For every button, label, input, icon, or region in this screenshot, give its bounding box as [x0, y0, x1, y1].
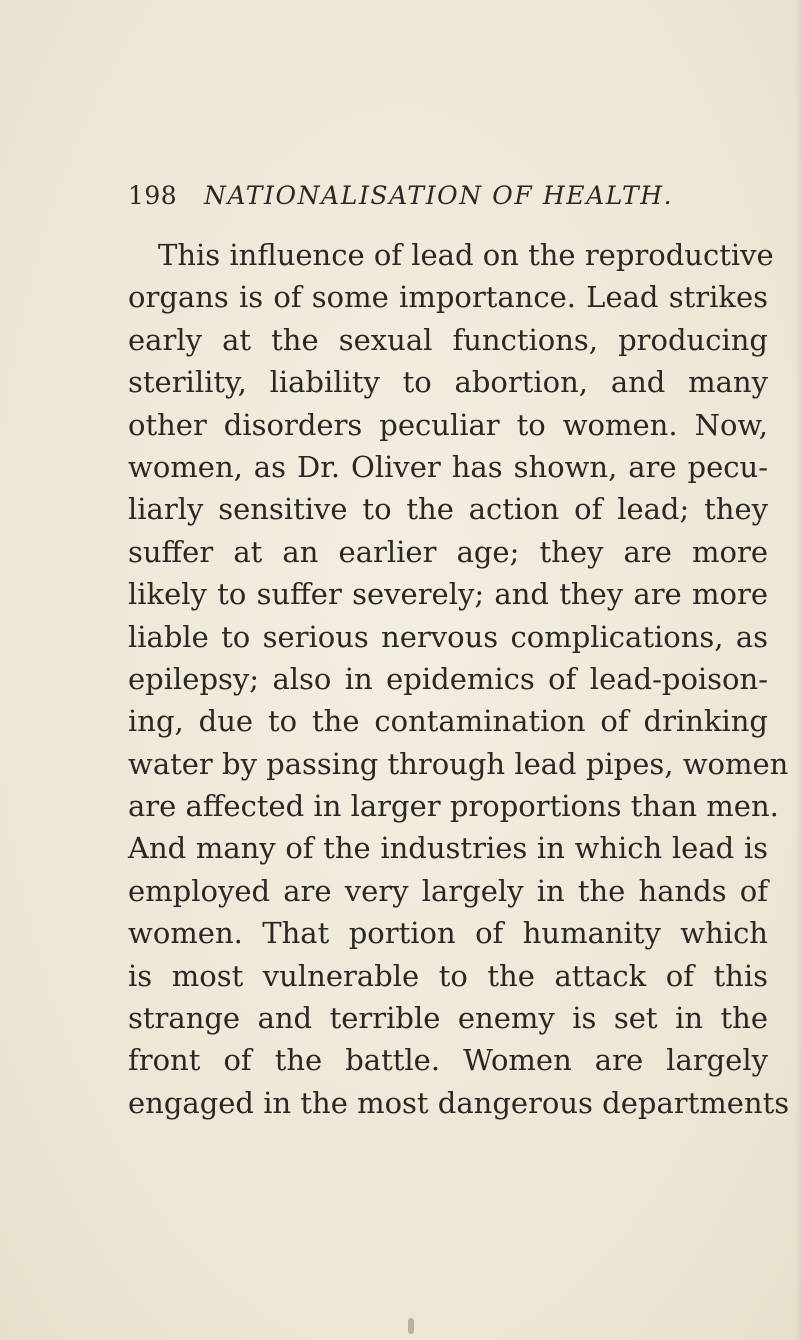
text-line: women. That portion of humanity which [128, 916, 768, 951]
page-number: 198 [128, 181, 178, 210]
text-line: suffer at an earlier age; they are more [128, 534, 768, 569]
paper-speck [408, 1318, 414, 1334]
text-line: water by passing through lead pipes, women [128, 746, 789, 781]
text-line: sterility, liability to abortion, and many [128, 365, 768, 400]
text-line: employed are very largely in the hands of [128, 873, 768, 908]
text-line: is most vulnerable to the attack of this [128, 958, 768, 993]
text-line: organs is of some importance. Lead strikes [128, 280, 768, 315]
running-head [128, 178, 748, 214]
text-line: liable to serious nervous complications, as [128, 619, 768, 654]
text-line: are affected in larger proportions than men. [128, 789, 779, 824]
text-line: strange and terrible enemy is set in the [128, 1001, 768, 1036]
text-line: other disorders peculiar to women. Now, [128, 407, 768, 442]
text-line: ing, due to the contamination of drinking [128, 704, 768, 739]
body-paragraph [128, 234, 790, 1124]
text-line: engaged in the most dangerous departments [128, 1085, 790, 1120]
page-edge-shadow [795, 0, 801, 1340]
text-line: front of the battle. Women are largely [128, 1043, 768, 1078]
text-line: early at the sexual functions, producing [128, 322, 768, 357]
text-line: This influence of lead on the reproductive [158, 238, 774, 272]
running-title: NATIONALISATION OF HEALTH. [204, 181, 674, 210]
text-line: And many of the industries in which lead is [128, 831, 768, 866]
text-line: epilepsy; also in epidemics of lead-poison- [128, 661, 768, 696]
text-line: women, as Dr. Oliver has shown, are pecu- [128, 449, 768, 484]
text-line: liarly sensitive to the action of lead; they [128, 492, 768, 527]
text-line: likely to suffer severely; and they are more [128, 577, 768, 612]
